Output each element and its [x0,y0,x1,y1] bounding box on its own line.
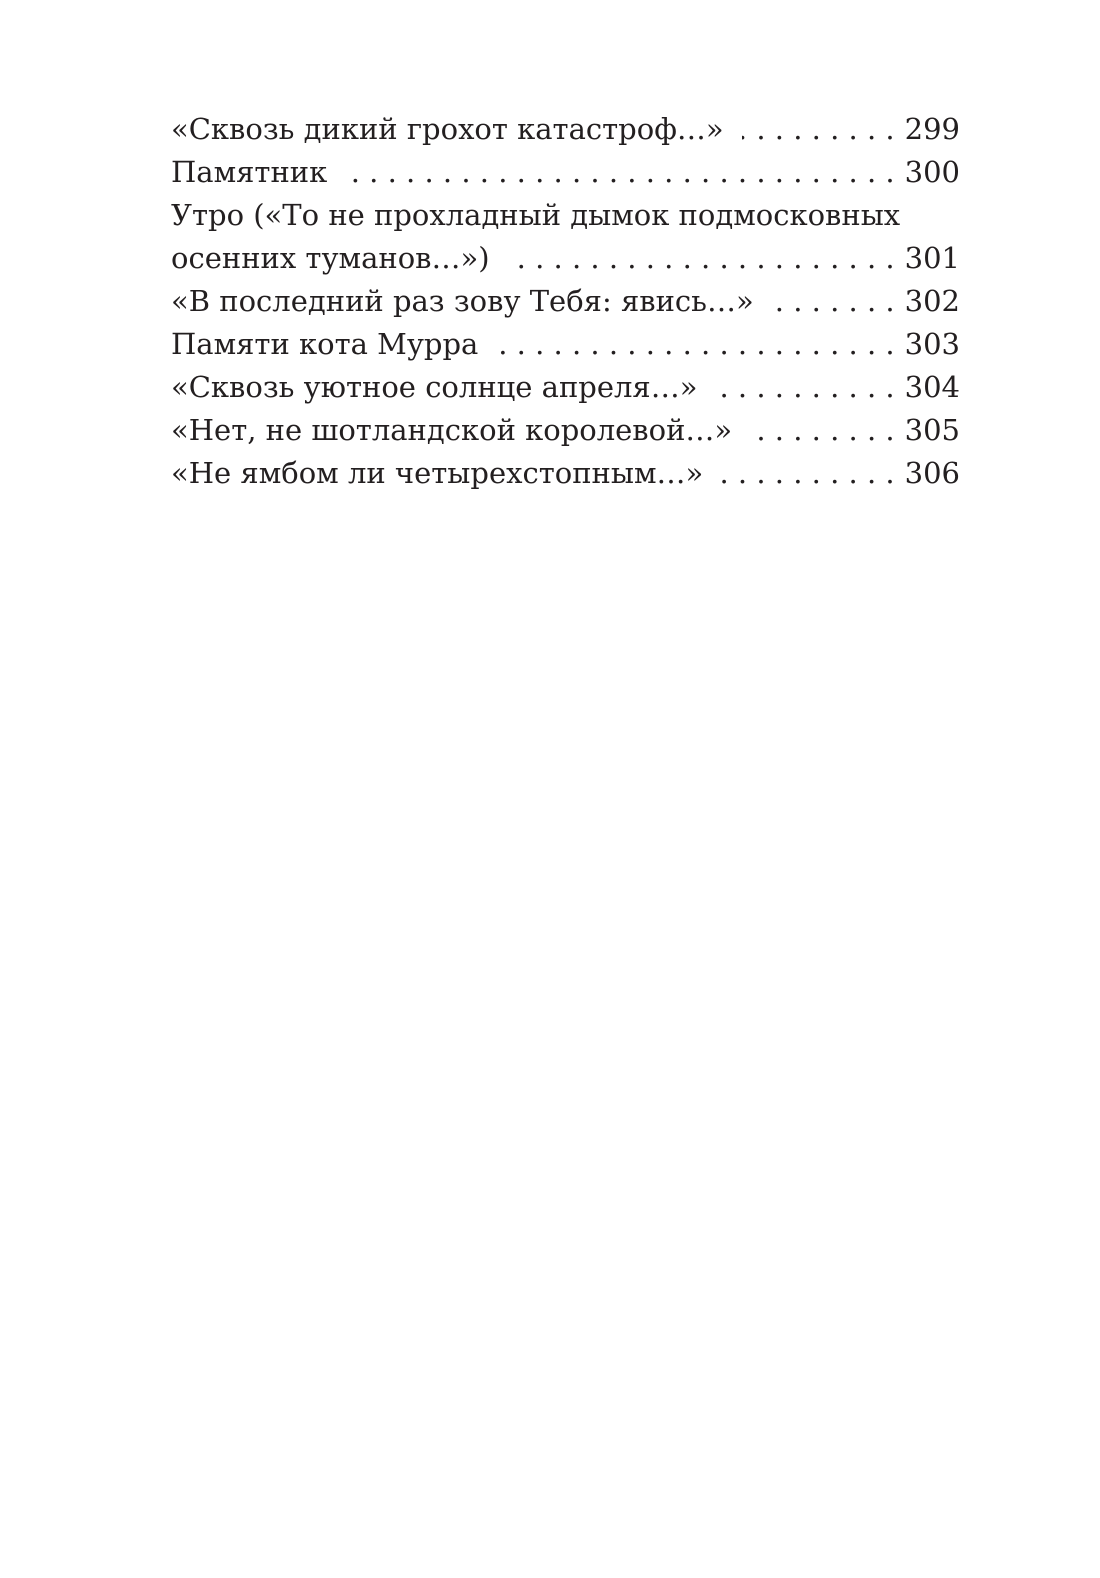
toc-entry [171,366,960,409]
toc-entry-second-line [171,237,960,280]
toc-entry [171,280,960,323]
toc-entry-title: «Не ямбом ли четырехстопным…» [171,456,704,490]
toc-entry [171,151,960,194]
toc-entry-title: Памяти кота Мурра [171,327,479,361]
toc-entry-title: Утро («То не прохладный дымок подмосковных [171,198,901,232]
toc-dot-leader [508,237,895,280]
toc-page-number: 304 [904,370,960,404]
toc-entry-title: «Сквозь уютное солнце апреля…» [171,370,698,404]
toc-page-number: 302 [904,284,960,318]
toc-page-number: 306 [904,456,960,490]
toc-dot-leader [715,366,894,409]
toc-dot-leader [496,323,894,366]
table-of-contents [171,108,960,495]
toc-page-number: 303 [904,327,960,361]
toc-entry [171,108,960,151]
toc-entry [171,323,960,366]
toc-entry-title: «В последний раз зову Тебя: явись…» [171,284,754,318]
toc-page-number: 299 [904,112,960,146]
toc-dot-leader [750,409,894,452]
toc-page-number: 301 [904,241,960,275]
toc-dot-leader [772,280,895,323]
toc-dot-leader [742,108,895,151]
toc-dot-leader [721,452,894,495]
toc-page-number: 300 [904,155,960,189]
toc-entry [171,409,960,452]
toc-page-number: 305 [904,413,960,447]
toc-entry-first-line [171,194,960,237]
toc-dot-leader [345,151,894,194]
toc-entry [171,452,960,495]
toc-entry-title: Памятник [171,155,328,189]
toc-entry-title-continued: осенних туманов…») [171,241,490,275]
toc-entry [171,194,960,280]
toc-entry-title: «Сквозь дикий грохот катастроф…» [171,112,724,146]
toc-entry-title: «Нет, не шотландской королевой…» [171,413,733,447]
